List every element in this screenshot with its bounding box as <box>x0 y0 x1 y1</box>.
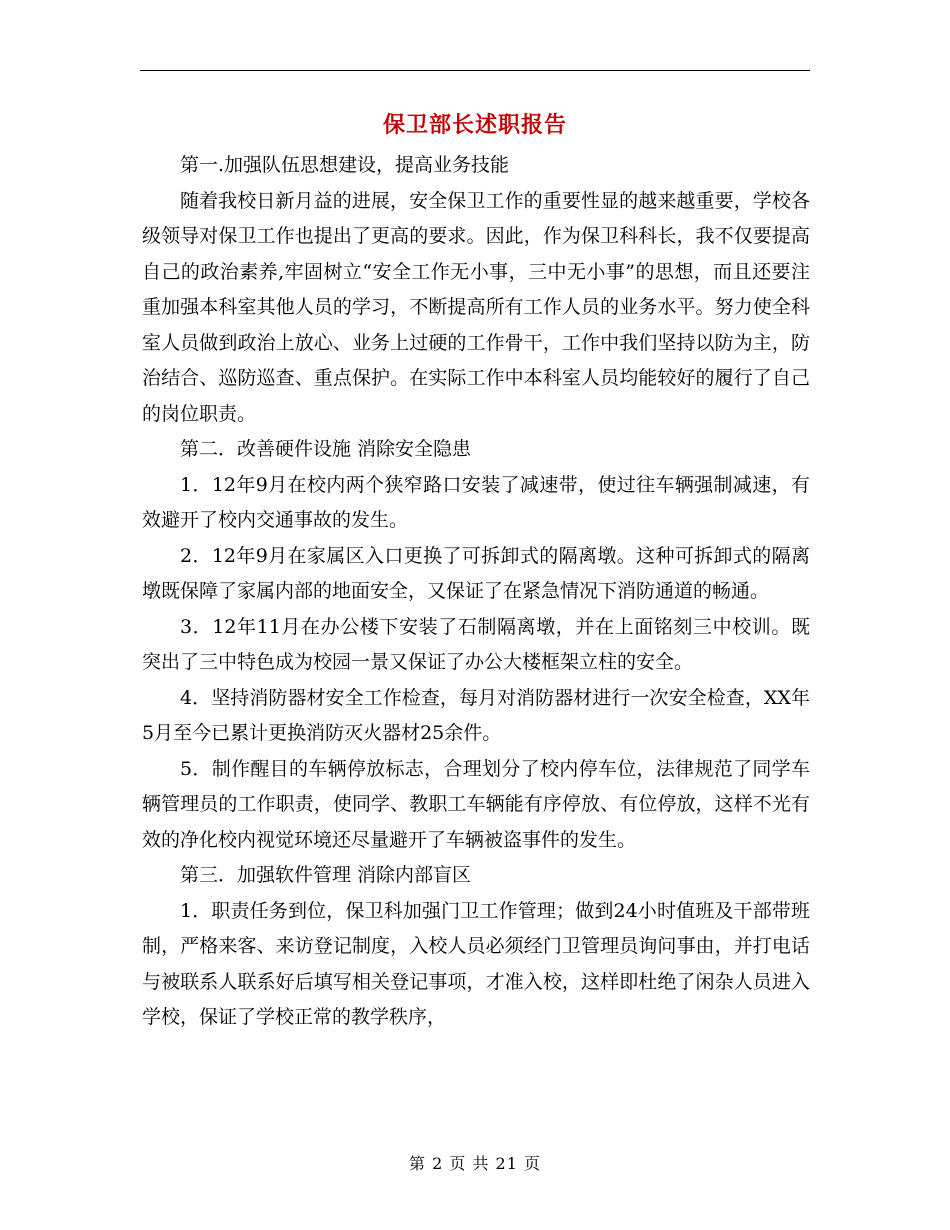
section-heading-1: 第一.加强队伍思想建设，提高业务技能 <box>180 154 510 176</box>
list-item-paragraph: 3．12年11月在办公楼下安装了石制隔离墩，并在上面铭刻三中校训。既突出了三中特色成为校园一景又保证了办公大楼框架立柱的安全。 <box>142 615 810 673</box>
list-item-paragraph: 4．坚持消防器材安全工作检查，每月对消防器材进行一次安全检查，XX年5月至今已累计更换消防灭火器材25余件。 <box>142 686 810 744</box>
list-item-paragraph: 5．制作醒目的车辆停放标志，合理划分了校内停车位，法律规范了同学车辆管理员的工作职责，使同学、教职工车辆能有序停放、有位停放，这样不光有效的净化校内视觉环境还尽量避开了车辆被盗事件的发生。 <box>142 757 810 851</box>
list-item-paragraph: 2．12年9月在家属区入口更换了可拆卸式的隔离墩。这种可拆卸式的隔离墩既保障了家属内部的地面安全，又保证了在紧急情况下消防通道的畅通。 <box>142 544 810 602</box>
list-item-paragraph: 1．职责任务到位，保卫科加强门卫工作管理；做到24小时值班及干部带班制，严格来客、来访登记制度，入校人员必须经门卫管理员询问事由，并打电话与被联系人联系好后填写相关登记事项，才准入校，这样即杜绝了闲杂人员进入学校，保证了学校正常的教学秩序， <box>142 899 810 1028</box>
list-item-paragraph: 1．12年9月在校内两个狭窄路口安装了减速带，使过往车辆强制减速，有效避开了校内交通事故的发生。 <box>142 473 810 531</box>
section-heading-2: 第二．改善硬件设施 消除安全隐患 <box>180 438 472 460</box>
header-rule <box>140 70 810 71</box>
document-body <box>142 148 810 1036</box>
document-title: 保卫部长述职报告 <box>382 112 567 138</box>
page-number-footer: 第 2 页 共 21 页 <box>409 1154 541 1173</box>
body-paragraph: 随着我校日新月益的进展，安全保卫工作的重要性显的越来越重要，学校各级领导对保卫工作也提出了更高的要求。因此，作为保卫科科长，我不仅要提高自己的政治素养,牢固树立“安全工作无小事，三中无小事”的思想，而且还要注重加强本科室其他人员的学习，不断提高所有工作人员的业务水平。努力使全科室人员做到政治上放心、业务上过硬的工作骨干，工作中我们坚持以防为主，防治结合、巡防巡查、重点保护。在实际工作中本科室人员均能较好的履行了自己的岗位职责。 <box>142 189 810 425</box>
section-heading-3: 第三．加强软件管理 消除内部盲区 <box>180 864 472 886</box>
